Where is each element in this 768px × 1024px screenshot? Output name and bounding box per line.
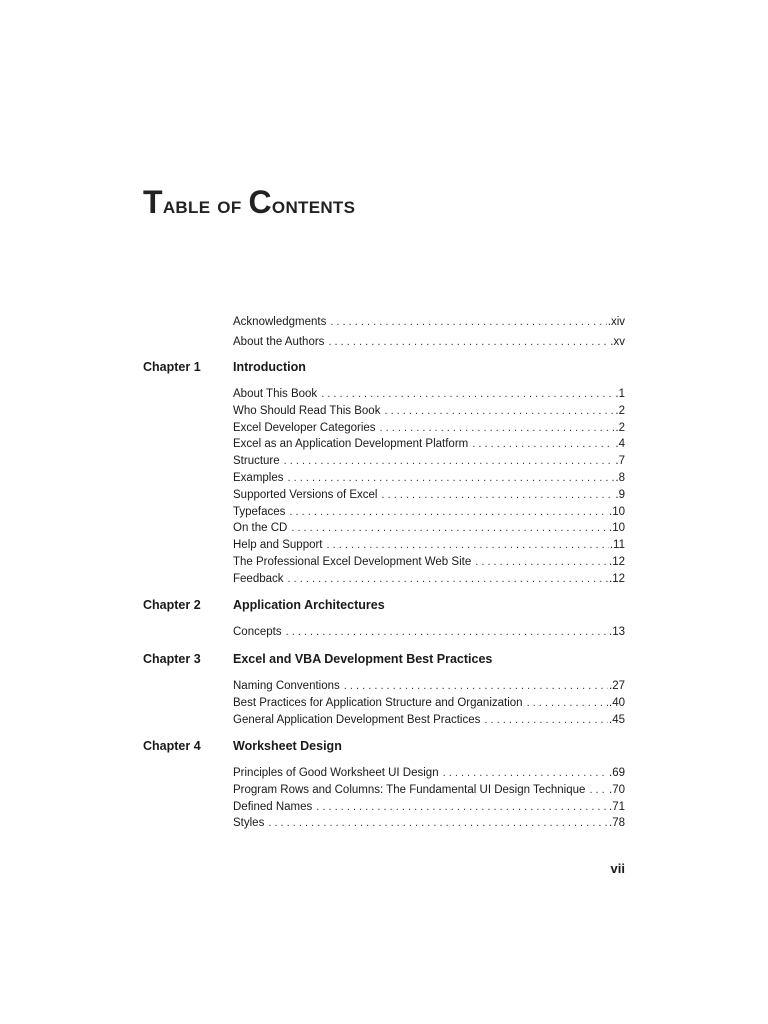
dot-leader: [268, 815, 608, 832]
toc-entry-label: Best Practices for Application Structure and Organization: [233, 696, 523, 709]
toc-entry-label: Excel Developer Categories: [233, 421, 376, 434]
toc-entry-label: The Professional Excel Development Web Site: [233, 555, 472, 568]
dot-leader: [381, 487, 614, 504]
title-initial-t: T: [143, 184, 163, 220]
toc-entry-page: .12: [609, 572, 625, 585]
chapter-1-section: [143, 360, 625, 588]
dot-leader: [484, 712, 608, 729]
chapter-number: Chapter 1: [143, 360, 201, 374]
toc-entry-page: .9: [615, 488, 625, 501]
chapter-number: Chapter 4: [143, 739, 201, 753]
toc-entry-label: Program Rows and Columns: The Fundamental UI Design Technique: [233, 783, 586, 796]
toc-entry-label: Naming Conventions: [233, 680, 340, 692]
toc-entry-label: Structure: [233, 455, 280, 468]
chapter-entries: [233, 386, 625, 588]
chapter-4-section: [143, 739, 625, 832]
dot-leader: [286, 624, 608, 641]
toc-entry-page: .78: [609, 817, 625, 830]
toc-entry[interactable]: [233, 386, 625, 403]
chapter-number: Chapter 2: [143, 598, 201, 612]
toc-entry[interactable]: [233, 799, 625, 816]
toc-entry-label: Help and Support: [233, 539, 323, 552]
title-word-of: of: [210, 192, 249, 219]
toc-entry-page: .8: [615, 471, 625, 484]
page-number-folio: vii: [610, 861, 625, 876]
chapter-entries: [233, 765, 625, 832]
dot-leader: [291, 520, 608, 537]
dot-leader: [328, 332, 609, 352]
chapter-2-section: [143, 598, 625, 641]
toc-entry-label: Excel as an Application Development Platform: [233, 438, 469, 451]
dot-leader: [289, 504, 608, 521]
page-title: [143, 184, 355, 221]
toc-entry-page: .10: [609, 522, 625, 535]
dot-leader: [527, 695, 608, 712]
toc-entry-label: Who Should Read This Book: [233, 404, 381, 417]
chapter-title[interactable]: Application Architectures: [233, 598, 385, 612]
toc-entry[interactable]: [233, 504, 625, 521]
toc-entry-page: .7: [615, 455, 625, 468]
toc-entry[interactable]: [233, 815, 625, 832]
toc-entry-page: .xiv: [607, 316, 625, 328]
chapter-entries: [233, 624, 625, 641]
toc-entry-page: .2: [615, 404, 625, 417]
chapter-title[interactable]: Worksheet Design: [233, 739, 342, 753]
toc-entry[interactable]: [233, 436, 625, 453]
toc-entry-page: .70: [609, 783, 625, 796]
toc-entry[interactable]: [233, 520, 625, 537]
dot-leader: [330, 312, 606, 332]
dot-leader: [384, 403, 614, 420]
toc-entry-page: .1: [615, 388, 625, 400]
toc-entry-page: .12: [609, 555, 625, 568]
dot-leader: [321, 386, 614, 403]
toc-entry-page: .71: [609, 800, 625, 813]
toc-entry-about-the-authors[interactable]: [233, 332, 625, 352]
toc-entry[interactable]: [233, 765, 625, 782]
title-initial-c: C: [248, 184, 272, 220]
toc-entry[interactable]: [233, 537, 625, 554]
toc-entry[interactable]: [233, 571, 625, 588]
toc-entry-page: .xv: [610, 336, 625, 348]
chapter-title[interactable]: Introduction: [233, 360, 306, 374]
toc-entry[interactable]: [233, 420, 625, 437]
dot-leader: [284, 453, 615, 470]
chapter-number: Chapter 3: [143, 652, 201, 666]
toc-entry[interactable]: [233, 678, 625, 695]
title-word-able: able: [162, 192, 211, 219]
toc-entry-label: General Application Development Best Practices: [233, 713, 481, 726]
chapter-heading: [143, 598, 625, 620]
toc-entry-page: .4: [615, 438, 625, 451]
toc-entry[interactable]: [233, 695, 625, 712]
dot-leader: [475, 554, 608, 571]
toc-entry-page: .10: [609, 505, 625, 518]
toc-entry[interactable]: [233, 624, 625, 641]
toc-entry-label: Acknowledgments: [233, 316, 327, 328]
toc-entry-label: Styles: [233, 817, 265, 830]
chapter-heading: [143, 360, 625, 382]
toc-entry-page: .13: [609, 626, 625, 638]
dot-leader: [472, 436, 614, 453]
dot-leader: [327, 537, 609, 554]
toc-entry[interactable]: [233, 782, 625, 799]
toc-entry[interactable]: [233, 403, 625, 420]
toc-entry[interactable]: [233, 470, 625, 487]
chapter-title[interactable]: Excel and VBA Development Best Practices: [233, 652, 493, 666]
dot-leader: [443, 765, 608, 782]
toc-entry-page: .45: [609, 713, 625, 726]
front-matter-list: [233, 312, 625, 352]
toc-entry-acknowledgments[interactable]: [233, 312, 625, 332]
chapter-3-section: [143, 652, 625, 728]
chapter-heading: [143, 739, 625, 761]
toc-entry-label: Feedback: [233, 572, 284, 585]
toc-entry[interactable]: [233, 487, 625, 504]
toc-entry-label: Examples: [233, 471, 284, 484]
toc-entry[interactable]: [233, 712, 625, 729]
toc-entry[interactable]: [233, 453, 625, 470]
dot-leader: [316, 799, 608, 816]
toc-entry-page: .27: [609, 680, 625, 692]
toc-entry-label: About This Book: [233, 388, 318, 400]
toc-entry-page: .69: [609, 767, 625, 779]
toc-entry-label: On the CD: [233, 522, 288, 535]
dot-leader: [380, 420, 615, 437]
dot-leader: [288, 571, 608, 588]
toc-entry-label: Concepts: [233, 626, 282, 638]
dot-leader: [344, 678, 608, 695]
toc-entry-page: .2: [615, 421, 625, 434]
chapter-heading: [143, 652, 625, 674]
toc-entry-label: About the Authors: [233, 336, 325, 348]
chapter-entries: [233, 678, 625, 728]
toc-entry-page: .11: [609, 539, 625, 552]
title-word-ontents: ontents: [271, 192, 356, 219]
toc-entry-label: Supported Versions of Excel: [233, 488, 378, 501]
toc-entry-page: .40: [609, 696, 625, 709]
dot-leader: [288, 470, 615, 487]
toc-entry-label: Typefaces: [233, 505, 286, 518]
toc-entry-label: Principles of Good Worksheet UI Design: [233, 767, 439, 779]
dot-leader: [589, 782, 608, 799]
toc-entry[interactable]: [233, 554, 625, 571]
toc-entry-label: Defined Names: [233, 800, 313, 813]
